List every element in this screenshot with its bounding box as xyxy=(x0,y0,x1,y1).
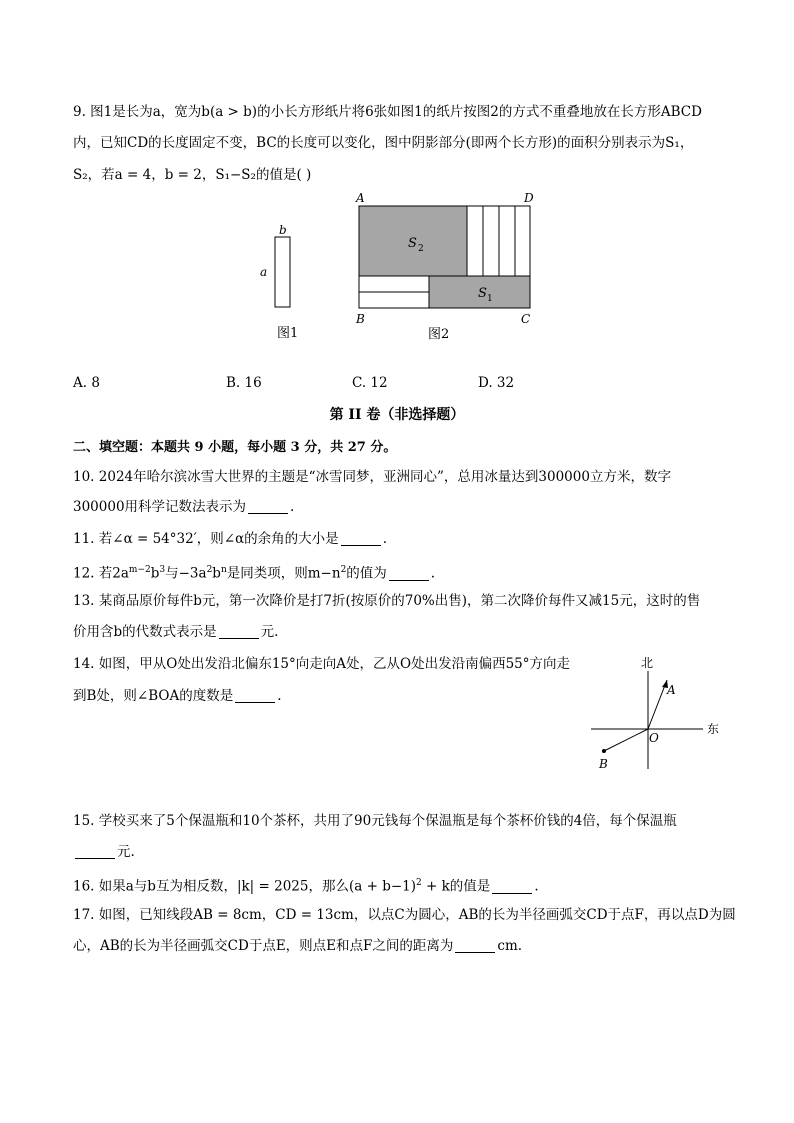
q16-line xyxy=(73,874,539,896)
q10-line1: 10. 2024年哈尔滨冰雪大世界的主题是“冰雪同梦，亚洲同心”，总用冰量达到300000立方米，数字 xyxy=(73,469,671,485)
q14-line1: 14. 如图，甲从O处出发沿北偏东15°向走向A处，乙从O处出发沿南偏西55°方向走 xyxy=(73,656,571,672)
q9-option-c: C. 12 xyxy=(352,375,388,391)
q12-mid4: 是同类项，则m−n xyxy=(226,565,341,582)
figure-1 xyxy=(250,222,310,342)
q14-blank xyxy=(235,688,275,703)
q9-option-a: A. 8 xyxy=(73,375,100,391)
q15-line1: 15. 学校买来了5个保温瓶和10个茶杯，共用了90元钱每个保温瓶是每个茶杯价钱的4倍，每个保温瓶 xyxy=(73,813,677,829)
q17-end: cm. xyxy=(497,938,523,954)
q14-compass-figure xyxy=(585,653,725,773)
figure-2 xyxy=(350,188,550,343)
q17-line2-text: 心，AB的长为半径画弧交CD于点E，则点E和点F之间的距离为 xyxy=(73,938,454,954)
compass-label-O: O xyxy=(649,731,659,745)
q12-mid1: b xyxy=(150,565,160,582)
q11-blank xyxy=(341,531,381,546)
fig2-label-A: A xyxy=(356,191,365,205)
q9-option-d: D. 32 xyxy=(478,375,515,391)
q12-mid3: b xyxy=(212,565,221,582)
q12-exp1: m−2 xyxy=(128,565,151,575)
q12-exp4: n xyxy=(220,565,227,575)
q13-line1: 13. 某商品原价每件b元，第一次降价是打7折(按原价的70%出售)，第二次降价每件又减15元，这时的售 xyxy=(73,593,701,609)
q12-mid2: 与−3a xyxy=(165,565,207,582)
q11-line xyxy=(73,530,387,548)
q13-line2 xyxy=(73,623,278,641)
q12-post: 的值为 xyxy=(346,565,387,582)
compass-north: 北 xyxy=(641,656,654,670)
q16-post: + k的值是 xyxy=(421,878,491,895)
q13-line2-text: 价用含b的代数式表示是 xyxy=(73,624,217,640)
q10-line2-text: 300000用科学记数法表示为 xyxy=(73,499,247,515)
q12-exp3: 2 xyxy=(206,565,213,575)
q9-line3: S₂，若a = 4，b = 2，S₁−S₂的值是( ) xyxy=(73,167,312,183)
q10-blank xyxy=(248,499,288,514)
q16-end: . xyxy=(534,878,539,895)
q16-blank xyxy=(492,879,532,894)
q15-line2 xyxy=(73,843,135,861)
fig2-label-S2-sub: 2 xyxy=(418,244,424,254)
q13-blank xyxy=(219,624,259,639)
q14-line2-text: 到B处，则∠BOA的度数是 xyxy=(73,688,234,704)
q14-line2 xyxy=(73,687,282,705)
q10-line2 xyxy=(73,498,294,516)
q9-line2: 内，已知CD的长度固定不变，BC的长度可以变化，图中阴影部分(即两个长方形)的面积分别表示为S₁， xyxy=(73,135,694,151)
fig2-label-C: C xyxy=(521,312,531,326)
q17-blank xyxy=(455,938,495,953)
q10-end: . xyxy=(290,499,295,515)
fig2-caption: 图2 xyxy=(428,327,450,342)
q14-end: . xyxy=(277,688,282,704)
q12-line xyxy=(73,561,435,583)
compass-label-B: B xyxy=(599,757,608,771)
part2-title: 第 II 卷（非选择题） xyxy=(329,407,465,423)
q16-exp: 2 xyxy=(416,878,422,888)
q16-pre: 16. 如果a与b互为相反数，|k| = 2025，那么(a + b−1) xyxy=(73,878,416,895)
q15-blank xyxy=(75,844,115,859)
compass-east: 东 xyxy=(707,722,720,736)
q17-line1: 17. 如图，已知线段AB = 8cm，CD = 13cm，以点C为圆心，AB的长为半径画弧交CD于点F，再以点D为圆 xyxy=(73,907,736,923)
q9-option-b: B. 16 xyxy=(226,375,262,391)
fig2-label-D: D xyxy=(524,191,534,205)
q17-line2 xyxy=(73,937,522,955)
fig1-label-b: b xyxy=(279,223,287,237)
q12-blank xyxy=(389,566,429,581)
q15-end: 元. xyxy=(117,844,135,860)
q12-pre: 12. 若2a xyxy=(73,565,129,582)
fig2-label-B: B xyxy=(356,312,365,326)
q9-line1: 9. 图1是长为a，宽为b(a > b)的小长方形纸片将6张如图1的纸片按图2的方式不重叠地放在长方形ABCD xyxy=(73,104,702,120)
q12-exp2: 3 xyxy=(159,565,166,575)
fig1-label-a: a xyxy=(260,265,268,279)
q11-end: . xyxy=(382,531,387,547)
fig2-label-S1-sub: 1 xyxy=(487,294,493,304)
fig2-label-S1: S xyxy=(478,286,487,301)
fig1-caption: 图1 xyxy=(277,326,299,341)
fig2-label-S2: S xyxy=(408,236,417,251)
q11-text: 11. 若∠α = 54°32′，则∠α的余角的大小是 xyxy=(73,531,339,547)
compass-label-A: A xyxy=(667,683,676,697)
q13-end: 元. xyxy=(260,624,279,640)
section2-heading: 二、填空题：本题共 9 小题，每小题 3 分，共 27 分。 xyxy=(73,440,397,455)
q12-exp5: 2 xyxy=(340,565,347,575)
q12-end: . xyxy=(430,565,436,582)
